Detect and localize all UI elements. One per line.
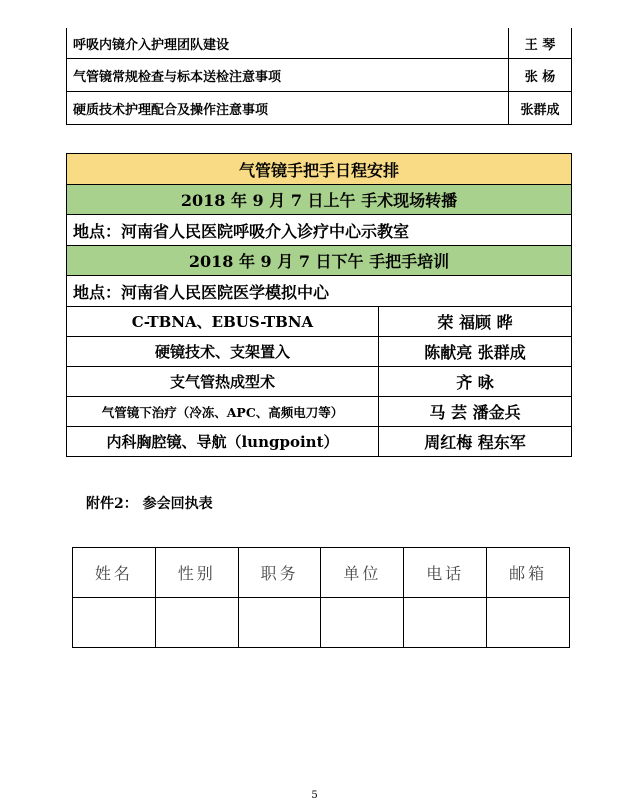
table-row bbox=[67, 92, 572, 125]
topic-cell: 呼吸内镜介入护理团队建设 bbox=[67, 28, 509, 59]
session-person: 马 芸 潘金兵 bbox=[379, 397, 572, 427]
header-email: 邮箱 bbox=[487, 548, 570, 598]
header-name: 姓名 bbox=[73, 548, 156, 598]
session-item: C-TBNA、EBUS-TBNA bbox=[67, 307, 379, 337]
reply-header-row bbox=[73, 548, 570, 598]
speaker-cell: 张群成 bbox=[509, 92, 572, 125]
table-row bbox=[67, 307, 572, 337]
schedule-table bbox=[66, 153, 572, 457]
table-row bbox=[67, 59, 572, 92]
header-unit: 单位 bbox=[321, 548, 404, 598]
morning-header: 2018 年 9 月 7 日上午 手术现场转播 bbox=[67, 185, 572, 215]
topic-cell: 硬质技术护理配合及操作注意事项 bbox=[67, 92, 509, 125]
blank-cell-email bbox=[487, 598, 570, 648]
table-row bbox=[67, 367, 572, 397]
session-item: 支气管热成型术 bbox=[67, 367, 379, 397]
afternoon-location: 地点：河南省人民医院医学模拟中心 bbox=[67, 276, 572, 307]
page-number: 5 bbox=[311, 790, 318, 801]
session-item: 内科胸腔镜、导航（lungpoint） bbox=[67, 427, 379, 457]
session-person: 荣 福顾 晔 bbox=[379, 307, 572, 337]
table-row bbox=[67, 28, 572, 59]
blank-cell-position bbox=[238, 598, 321, 648]
table-row bbox=[67, 427, 572, 457]
reply-form-table bbox=[72, 547, 570, 648]
session-item: 硬镜技术、支架置入 bbox=[67, 337, 379, 367]
session-person: 周红梅 程东军 bbox=[379, 427, 572, 457]
blank-cell-name bbox=[73, 598, 156, 648]
blank-cell-phone bbox=[404, 598, 487, 648]
afternoon-header: 2018 年 9 月 7 日下午 手把手培训 bbox=[67, 246, 572, 276]
header-gender: 性别 bbox=[155, 548, 238, 598]
topic-cell: 气管镜常规检查与标本送检注意事项 bbox=[67, 59, 509, 92]
reply-blank-row bbox=[73, 598, 570, 648]
speaker-cell: 张 杨 bbox=[509, 59, 572, 92]
table-row bbox=[67, 397, 572, 427]
attachment-heading: 附件2： 参会回执表 bbox=[86, 496, 213, 512]
blank-cell-gender bbox=[155, 598, 238, 648]
session-person: 陈献亮 张群成 bbox=[379, 337, 572, 367]
schedule-title: 气管镜手把手日程安排 bbox=[67, 154, 572, 185]
session-person: 齐 咏 bbox=[379, 367, 572, 397]
blank-cell-unit bbox=[321, 598, 404, 648]
session-item: 气管镜下治疗（冷冻、APC、高频电刀等） bbox=[67, 397, 379, 427]
speaker-cell: 王 琴 bbox=[509, 28, 572, 59]
header-position: 职务 bbox=[238, 548, 321, 598]
header-phone: 电话 bbox=[404, 548, 487, 598]
morning-location: 地点：河南省人民医院呼吸介入诊疗中心示教室 bbox=[67, 215, 572, 246]
topic-speaker-table bbox=[66, 28, 572, 125]
table-row bbox=[67, 337, 572, 367]
